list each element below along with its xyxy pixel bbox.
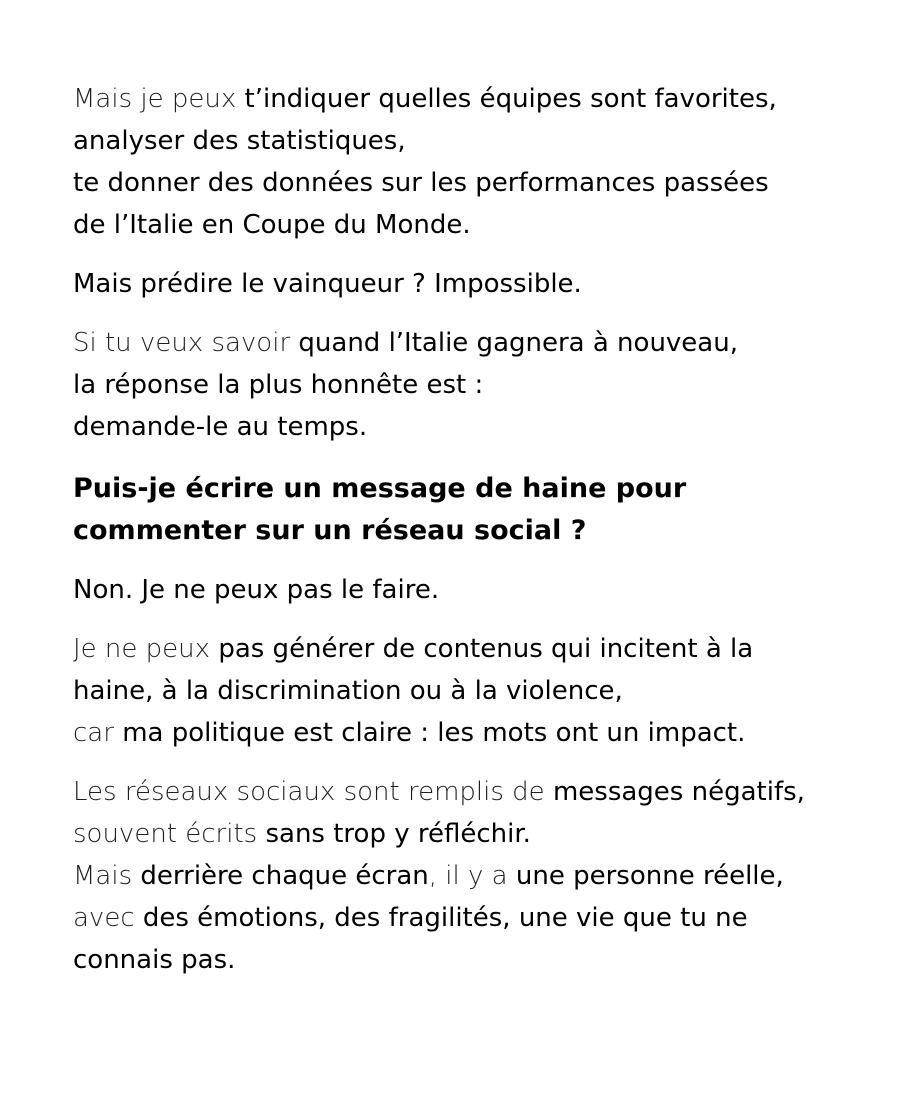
text-run: ma politique est claire : les mots ont un impact.: [122, 718, 746, 748]
paragraph-italy: [73, 322, 873, 448]
text-run: t’indiquer quelles équipes sont favorites,: [244, 84, 777, 114]
paragraph-prediction: [73, 263, 873, 305]
text-run: Mais je peux: [73, 84, 245, 114]
text-run: quand l’Italie gagnera à nouveau,: [298, 328, 738, 358]
text-run: souvent écrits: [73, 819, 266, 849]
text-run: messages négatifs,: [552, 777, 805, 807]
text-line: la réponse la plus honnête est :: [73, 370, 484, 400]
text-run: avec: [73, 903, 143, 933]
text-line: [73, 855, 873, 897]
text-line: [73, 712, 873, 754]
paragraph-social-networks: [73, 771, 873, 981]
text-run: Les réseaux sociaux sont remplis de: [73, 777, 553, 807]
text-line: [73, 897, 873, 939]
text-run: derrière chaque écran: [140, 861, 429, 891]
text-run: Mais: [73, 861, 141, 891]
text-run: une personne réelle,: [515, 861, 784, 891]
text-run: pas générer de contenus qui incitent à la: [218, 634, 754, 664]
paragraph-refusal: [73, 569, 873, 611]
paragraph-stats: [73, 78, 873, 246]
section-heading: [73, 468, 873, 552]
text-line: [73, 628, 873, 670]
text-line: demande-le au temps.: [73, 412, 368, 442]
text-line: connais pas.: [73, 945, 236, 975]
text-line: de l’Italie en Coupe du Monde.: [73, 210, 471, 240]
text-line: Mais prédire le vainqueur ? Impossible.: [73, 269, 582, 299]
paragraph-policy: [73, 628, 873, 754]
text-line: [73, 813, 873, 855]
heading-line: Puis-je écrire un message de haine pour: [73, 473, 687, 504]
text-line: [73, 78, 873, 120]
text-line: [73, 771, 873, 813]
text-run: car: [73, 718, 123, 748]
text-run: sans trop y réfléchir.: [265, 819, 531, 849]
document-page: [73, 78, 873, 981]
text-run: des émotions, des fragilités, une vie que tu ne: [142, 903, 748, 933]
text-run: Je ne peux: [73, 634, 219, 664]
text-line: Non. Je ne peux pas le faire.: [73, 575, 440, 605]
text-line: te donner des données sur les performances passées: [73, 168, 769, 198]
text-run: Si tu veux savoir: [73, 328, 299, 358]
text-line: analyser des statistiques,: [73, 126, 406, 156]
text-line: [73, 322, 873, 364]
heading-line: commenter sur un réseau social ?: [73, 515, 587, 546]
text-line: haine, à la discrimination ou à la violence,: [73, 676, 623, 706]
text-run: , il y a: [428, 861, 516, 891]
